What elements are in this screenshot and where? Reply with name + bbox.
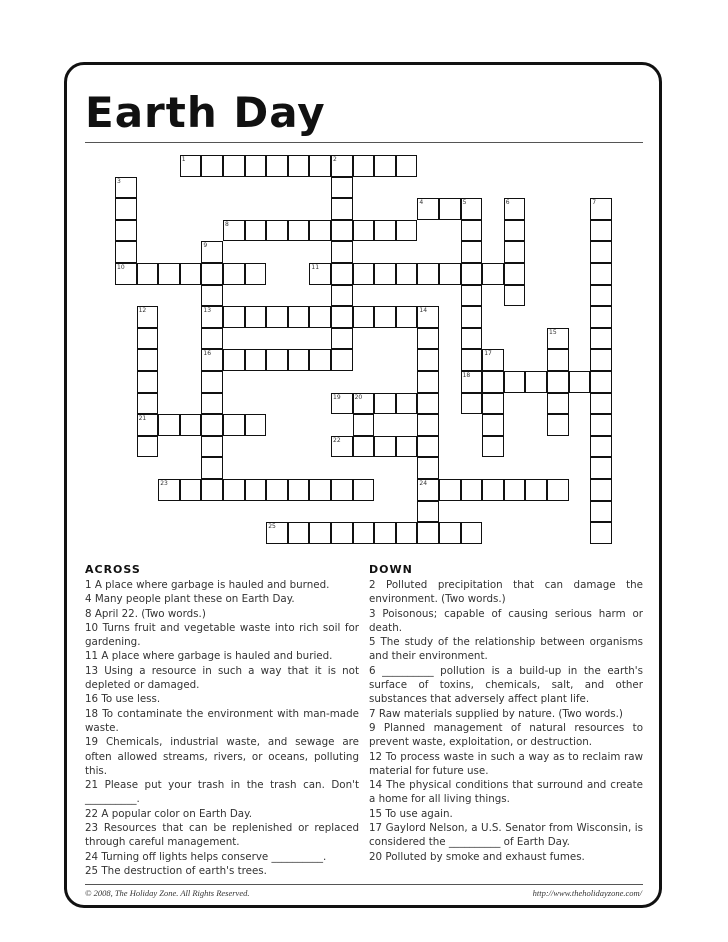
clue-number: 1 — [181, 156, 186, 163]
across-clues — [85, 563, 359, 878]
crossword-cell[interactable] — [525, 371, 547, 393]
clue-number: 15 — [549, 328, 557, 336]
crossword-cell[interactable] — [353, 522, 375, 544]
crossword-cell[interactable] — [547, 349, 569, 371]
crossword-cell[interactable] — [504, 220, 526, 242]
crossword-cell[interactable] — [396, 155, 418, 177]
crossword-cell[interactable] — [547, 414, 569, 436]
crossword-cell[interactable] — [374, 263, 396, 285]
clue-number: 3 — [117, 177, 121, 185]
crossword-cell[interactable] — [223, 349, 245, 371]
crossword-cell[interactable] — [482, 436, 504, 458]
crossword-cell[interactable] — [461, 393, 483, 415]
crossword-cell[interactable] — [309, 306, 331, 328]
crossword-cell[interactable] — [504, 241, 526, 263]
page-title: Earth Day — [85, 88, 326, 137]
crossword-cell[interactable] — [417, 263, 439, 285]
crossword-cell[interactable] — [331, 349, 353, 371]
crossword-cell[interactable] — [590, 241, 612, 263]
crossword-cell[interactable] — [266, 349, 288, 371]
crossword-cell[interactable] — [201, 328, 223, 350]
clue-item: 16 To use less. — [85, 693, 161, 706]
across-clue-list — [85, 578, 359, 878]
clue-item: 24 Turning off lights helps conserve __________. — [85, 850, 327, 863]
crossword-cell[interactable] — [201, 263, 223, 285]
crossword-cell[interactable] — [374, 436, 396, 458]
crossword-cell[interactable] — [504, 263, 526, 285]
crossword-cell[interactable] — [590, 371, 612, 393]
crossword-cell[interactable] — [245, 306, 267, 328]
crossword-cell[interactable] — [331, 522, 353, 544]
crossword-cell[interactable] — [461, 306, 483, 328]
crossword-cell[interactable] — [223, 306, 245, 328]
crossword-cell[interactable] — [590, 457, 612, 479]
crossword-cell[interactable] — [331, 263, 353, 285]
crossword-cell[interactable] — [461, 263, 483, 285]
crossword-cell[interactable] — [396, 393, 418, 415]
crossword-cell[interactable] — [547, 479, 569, 501]
crossword-cell[interactable] — [482, 479, 504, 501]
crossword-cell[interactable] — [223, 414, 245, 436]
crossword-cell[interactable] — [417, 371, 439, 393]
crossword-cell[interactable] — [266, 306, 288, 328]
crossword-cell[interactable] — [590, 349, 612, 371]
clue-item: 13 Using a resource in such a way that it is not depleted or damaged. — [85, 664, 359, 692]
clue-number: 2 — [333, 156, 337, 163]
clue-item: 18 To contaminate the environment with man-made waste. — [85, 707, 359, 734]
clue-number: 13 — [203, 307, 212, 315]
crossword-cell[interactable] — [353, 306, 375, 328]
clue-number: 5 — [462, 199, 467, 207]
crossword-cell[interactable] — [266, 479, 288, 501]
crossword-cell[interactable] — [590, 220, 612, 242]
clue-number: 12 — [138, 307, 147, 315]
crossword-cell[interactable] — [396, 306, 418, 328]
crossword-cell[interactable] — [288, 155, 310, 177]
crossword-cell[interactable] — [439, 263, 461, 285]
crossword-cell[interactable] — [353, 263, 375, 285]
crossword-cell[interactable] — [461, 349, 483, 371]
crossword-cell[interactable] — [482, 263, 504, 285]
crossword-cell[interactable] — [137, 393, 159, 415]
crossword-cell[interactable] — [115, 220, 137, 242]
crossword-cell[interactable] — [590, 285, 612, 307]
crossword-cell[interactable] — [288, 479, 310, 501]
clue-number: 8 — [225, 220, 229, 228]
crossword-cell[interactable] — [223, 155, 245, 177]
clue-item: 15 To use again. — [369, 807, 453, 820]
clue-item: 21 Please put your trash in the trash can. Don't __________. — [85, 779, 359, 806]
crossword-cell[interactable] — [201, 436, 223, 458]
crossword-cell[interactable] — [417, 328, 439, 350]
clue-number: 24 — [419, 480, 428, 487]
crossword-cell[interactable] — [331, 285, 353, 307]
crossword-cell[interactable] — [417, 349, 439, 371]
copyright-notice: © 2008, The Holiday Zone. All Rights Reserved. — [85, 888, 250, 898]
crossword-cell[interactable] — [396, 220, 418, 242]
crossword-cell[interactable] — [374, 393, 396, 415]
crossword-cell[interactable] — [245, 479, 267, 501]
crossword-cell[interactable] — [331, 241, 353, 263]
crossword-cell[interactable] — [223, 263, 245, 285]
crossword-cell[interactable] — [201, 457, 223, 479]
clue-number: 21 — [138, 415, 147, 423]
crossword-cell[interactable] — [396, 263, 418, 285]
clue-item: 14 The physical conditions that surround and create a home for all living things. — [369, 779, 643, 806]
crossword-cell[interactable] — [461, 241, 483, 263]
crossword-cell[interactable] — [482, 414, 504, 436]
crossword-cell[interactable] — [439, 479, 461, 501]
crossword-cell[interactable] — [180, 479, 202, 501]
crossword-cell[interactable] — [590, 501, 612, 523]
crossword-cell[interactable] — [461, 522, 483, 544]
crossword-cell[interactable] — [461, 479, 483, 501]
crossword-cell[interactable] — [245, 414, 267, 436]
crossword-cell[interactable] — [547, 371, 569, 393]
crossword-cell[interactable] — [288, 522, 310, 544]
clue-number: 25 — [268, 523, 276, 531]
crossword-cell[interactable] — [158, 414, 180, 436]
crossword-cell[interactable] — [461, 328, 483, 350]
clue-item: 25 The destruction of earth's trees. — [85, 864, 267, 877]
crossword-cell[interactable] — [331, 220, 353, 242]
clue-item: 1 A place where garbage is hauled and burned. — [85, 579, 330, 591]
clue-number: 9 — [203, 242, 208, 250]
clue-number: 7 — [592, 199, 597, 207]
crossword-cell[interactable] — [353, 220, 375, 242]
crossword-cell[interactable] — [590, 328, 612, 350]
crossword-cell[interactable] — [417, 414, 439, 436]
crossword-cell[interactable] — [201, 155, 223, 177]
crossword-cell[interactable] — [374, 522, 396, 544]
crossword-cell[interactable] — [245, 220, 267, 242]
footer-divider — [85, 884, 643, 885]
crossword-cell[interactable] — [590, 414, 612, 436]
clue-number: 4 — [419, 199, 424, 207]
clue-number: 20 — [354, 393, 363, 401]
clue-number: 10 — [117, 264, 125, 271]
crossword-cell[interactable] — [374, 306, 396, 328]
crossword-cell[interactable] — [590, 479, 612, 501]
clue-item: 10 Turns fruit and vegetable waste into rich soil for gardening. — [85, 621, 359, 649]
crossword-cell[interactable] — [115, 198, 137, 220]
crossword-cell[interactable] — [482, 371, 504, 393]
crossword-cell[interactable] — [439, 522, 461, 544]
crossword-cell[interactable] — [288, 306, 310, 328]
crossword-cell[interactable] — [353, 479, 375, 501]
crossword-cell[interactable] — [547, 393, 569, 415]
clue-number: 18 — [462, 372, 471, 379]
crossword-cell[interactable] — [137, 328, 159, 350]
clue-item: 7 Raw materials supplied by nature. (Two words.) — [369, 707, 623, 720]
crossword-cell[interactable] — [417, 393, 439, 415]
crossword-cell[interactable] — [245, 263, 267, 285]
clue-number: 14 — [419, 307, 428, 315]
crossword-cell[interactable] — [158, 263, 180, 285]
crossword-cell[interactable] — [504, 285, 526, 307]
crossword-cell[interactable] — [396, 522, 418, 544]
crossword-cell[interactable] — [201, 414, 223, 436]
crossword-cell[interactable] — [353, 414, 375, 436]
clue-item: 22 A popular color on Earth Day. — [85, 807, 253, 820]
clue-number: 19 — [333, 393, 341, 401]
clue-item: 6 __________ pollution is a build-up in the earth's surface of toxins, chemicals, salt, and other substances that adversely affect plant life. — [369, 664, 643, 706]
crossword-cell[interactable] — [590, 522, 612, 544]
crossword-cell[interactable] — [137, 263, 159, 285]
crossword-cell[interactable] — [439, 198, 461, 220]
crossword-cell[interactable] — [245, 349, 267, 371]
crossword-cell[interactable] — [223, 479, 245, 501]
clue-item: 17 Gaylord Nelson, a U.S. Senator from Wisconsin, is considered the __________ of Earth Day. — [369, 822, 643, 849]
crossword-cell[interactable] — [590, 263, 612, 285]
clue-number: 11 — [311, 264, 320, 271]
crossword-cell[interactable] — [201, 285, 223, 307]
clue-item: 4 Many people plant these on Earth Day. — [85, 593, 295, 606]
crossword-cell[interactable] — [309, 522, 331, 544]
clue-item: 2 Polluted precipitation that can damage the environment. (Two words.) — [369, 579, 643, 606]
crossword-cell[interactable] — [331, 306, 353, 328]
down-clue-list — [369, 578, 643, 864]
crossword-cell[interactable] — [417, 436, 439, 458]
across-heading: ACROSS — [85, 563, 141, 576]
crossword-cell[interactable] — [331, 198, 353, 220]
crossword-cell[interactable] — [288, 220, 310, 242]
crossword-cell[interactable] — [180, 414, 202, 436]
crossword-cell[interactable] — [331, 177, 353, 199]
clue-item: 12 To process waste in such a way as to reclaim raw material for future use. — [369, 750, 643, 777]
crossword-cell[interactable] — [504, 479, 526, 501]
clue-number: 6 — [505, 199, 510, 207]
crossword-cell[interactable] — [374, 220, 396, 242]
crossword-cell[interactable] — [417, 522, 439, 544]
crossword-cell[interactable] — [137, 349, 159, 371]
crossword-cell[interactable] — [590, 436, 612, 458]
crossword-cell[interactable] — [331, 328, 353, 350]
crossword-cell[interactable] — [590, 306, 612, 328]
crossword-cell[interactable] — [288, 349, 310, 371]
crossword-cell[interactable] — [137, 371, 159, 393]
crossword-cell[interactable] — [309, 479, 331, 501]
crossword-cell[interactable] — [590, 393, 612, 415]
crossword-cell[interactable] — [482, 393, 504, 415]
crossword-cell[interactable] — [353, 436, 375, 458]
crossword-cell[interactable] — [180, 263, 202, 285]
down-clues — [369, 563, 643, 864]
crossword-cell[interactable] — [374, 155, 396, 177]
clue-number: 23 — [160, 480, 168, 487]
crossword-cell[interactable] — [504, 371, 526, 393]
crossword-cell[interactable] — [266, 155, 288, 177]
clue-item: 20 Polluted by smoke and exhaust fumes. — [369, 850, 585, 863]
clue-item: 11 A place where garbage is hauled and buried. — [85, 650, 333, 663]
clue-number: 22 — [333, 436, 341, 444]
crossword-cell[interactable] — [331, 479, 353, 501]
crossword-cell[interactable] — [137, 436, 159, 458]
clue-item: 19 Chemicals, industrial waste, and sewage are often allowed streams, rivers, or oceans, polluting this. — [85, 736, 359, 777]
crossword-cell[interactable] — [461, 220, 483, 242]
clue-number: 16 — [203, 350, 212, 358]
clue-number: 17 — [484, 350, 492, 358]
crossword-cell[interactable] — [396, 436, 418, 458]
crossword-cell[interactable] — [461, 285, 483, 307]
crossword-cell[interactable] — [201, 371, 223, 393]
clue-item: 5 The study of the relationship between organisms and their environment. — [369, 636, 643, 663]
crossword-cell[interactable] — [417, 457, 439, 479]
crossword-cell[interactable] — [525, 479, 547, 501]
crossword-cell[interactable] — [309, 349, 331, 371]
crossword-cell[interactable] — [266, 220, 288, 242]
crossword-cell[interactable] — [417, 501, 439, 523]
down-heading: DOWN — [369, 563, 413, 576]
crossword-cell[interactable] — [569, 371, 591, 393]
crossword-cell[interactable] — [201, 479, 223, 501]
crossword-cell[interactable] — [309, 155, 331, 177]
clue-item: 9 Planned management of natural resources to prevent waste, exploitation, or destruction. — [369, 721, 643, 749]
clue-item: 3 Poisonous; capable of causing serious harm or death. — [369, 607, 643, 634]
crossword-cell[interactable] — [115, 241, 137, 263]
clue-item: 8 April 22. (Two words.) — [85, 607, 206, 620]
crossword-cell[interactable] — [309, 220, 331, 242]
crossword-cell[interactable] — [245, 155, 267, 177]
crossword-cell[interactable] — [201, 393, 223, 415]
website-url: http://www.theholidayzone.com/ — [532, 888, 642, 898]
crossword-cell[interactable] — [353, 155, 375, 177]
clue-item: 23 Resources that can be replenished or replaced through careful management. — [85, 822, 359, 849]
